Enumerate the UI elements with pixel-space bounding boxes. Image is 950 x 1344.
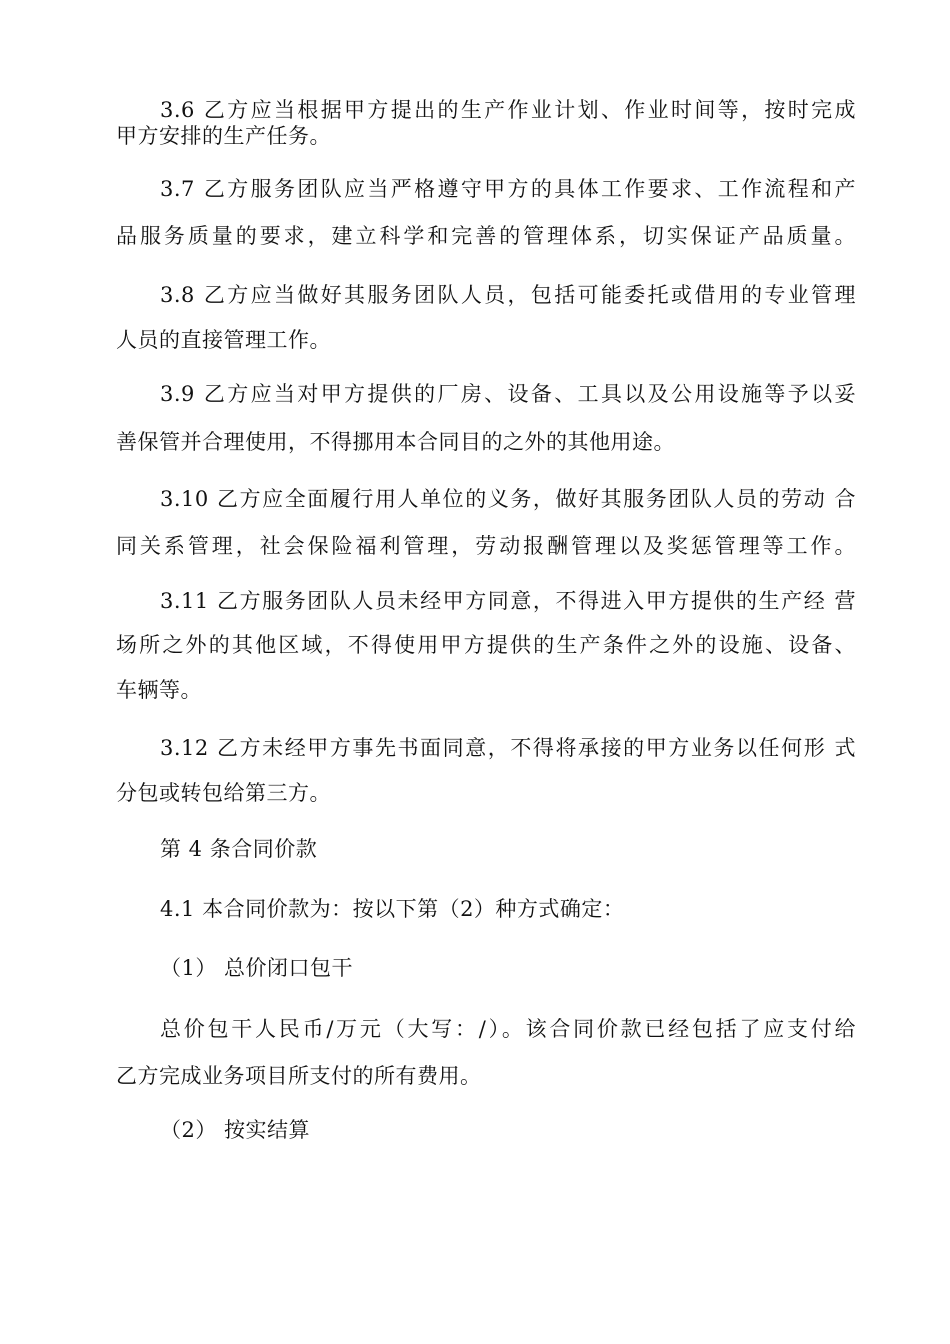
clause-3-6-line-1: 3.6 乙方应当根据甲方提出的生产作业计划、作业时间等，按时完成 xyxy=(160,98,856,122)
option-1-heading: （1） 总价闭口包干 xyxy=(160,956,354,980)
clause-3-12-line-2: 分包或转包给第三方。 xyxy=(116,781,331,805)
option-1-text-line-1: 总价包干人民币/万元（大写：/）。该合同价款已经包括了应支付给 xyxy=(160,1017,856,1041)
clause-3-11-line-3: 车辆等。 xyxy=(116,678,202,702)
clause-3-11-line-2: 场所之外的其他区域，不得使用甲方提供的生产条件之外的设施、设备、 xyxy=(116,633,856,657)
clause-3-8-line-2: 人员的直接管理工作。 xyxy=(116,328,331,352)
clause-3-10-line-1: 3.10 乙方应全面履行用人单位的义务，做好其服务团队人员的劳动 合 xyxy=(160,487,856,511)
option-1-text-line-2: 乙方完成业务项目所支付的所有费用。 xyxy=(116,1064,482,1088)
clause-3-9-line-2: 善保管并合理使用，不得挪用本合同目的之外的其他用途。 xyxy=(116,430,675,454)
clause-3-6-line-2: 甲方安排的生产任务。 xyxy=(116,124,331,148)
clause-3-8-line-1: 3.8 乙方应当做好其服务团队人员，包括可能委托或借用的专业管理 xyxy=(160,283,856,307)
clause-3-7-line-1: 3.7 乙方服务团队应当严格遵守甲方的具体工作要求、工作流程和产 xyxy=(160,177,856,201)
clause-3-9-line-1: 3.9 乙方应当对甲方提供的厂房、设备、工具以及公用设施等予以妥 xyxy=(160,382,856,406)
clause-3-12-line-1: 3.12 乙方未经甲方事先书面同意，不得将承接的甲方业务以任何形 式 xyxy=(160,736,856,760)
clause-4-1: 4.1 本合同价款为：按以下第（2）种方式确定： xyxy=(160,897,625,921)
clause-3-10-line-2: 同关系管理，社会保险福利管理，劳动报酬管理以及奖惩管理等工作。 xyxy=(116,534,856,558)
option-2-heading: （2） 按实结算 xyxy=(160,1118,311,1142)
article-4-heading: 第 4 条合同价款 xyxy=(160,837,318,861)
clause-3-7-line-2: 品服务质量的要求，建立科学和完善的管理体系，切实保证产品质量。 xyxy=(116,224,856,248)
clause-3-11-line-1: 3.11 乙方服务团队人员未经甲方同意，不得进入甲方提供的生产经 营 xyxy=(160,589,856,613)
